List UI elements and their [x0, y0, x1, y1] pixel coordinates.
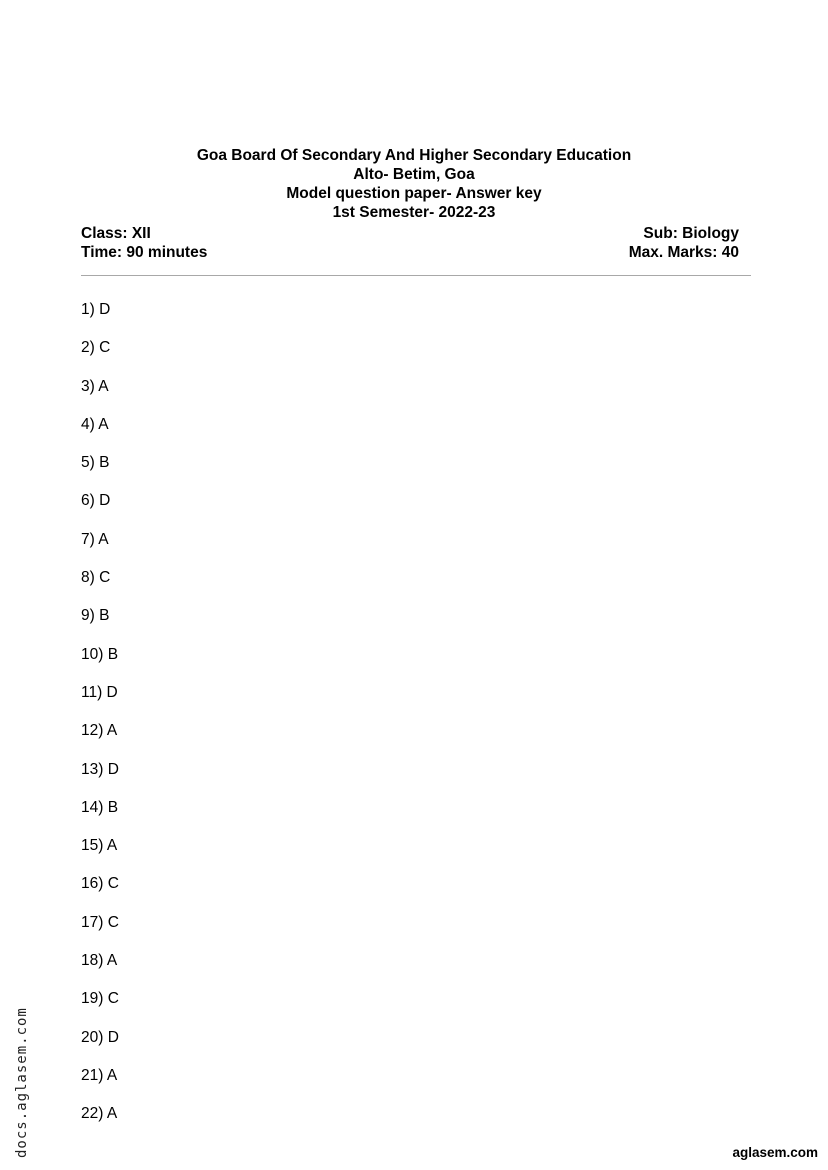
answer-item: 20) D: [81, 1028, 119, 1046]
header-divider: [81, 275, 751, 276]
semester-label: 1st Semester- 2022-23: [332, 204, 496, 221]
answer-item: 12) A: [81, 722, 118, 740]
answer-item: 22) A: [81, 1105, 118, 1123]
side-watermark: docs.aglasem.com: [14, 1007, 30, 1158]
answer-item: 6) D: [81, 492, 111, 510]
answer-item: 21) A: [81, 1066, 118, 1084]
answer-item: 9) B: [81, 607, 110, 625]
answer-item: 1) D: [81, 301, 111, 318]
subject-label: Sub: Biology: [643, 225, 739, 242]
meta-row-class-subject: [81, 224, 739, 243]
answer-item: 4) A: [81, 415, 109, 433]
paper-title: Model question paper- Answer key: [286, 185, 542, 202]
answer-item: 18) A: [81, 952, 118, 970]
board-location: Alto- Betim, Goa: [353, 166, 475, 183]
answer-item: 14) B: [81, 798, 119, 816]
answer-item: 2) C: [81, 339, 111, 357]
document-header: [0, 146, 828, 222]
answer-item: 15) A: [81, 837, 118, 855]
answer-item: 17) C: [81, 913, 119, 931]
meta-row-time-marks: [81, 243, 739, 262]
answer-item: 10) B: [81, 645, 119, 663]
answer-item: 11) D: [81, 683, 118, 701]
answer-item: 3) A: [81, 377, 109, 395]
board-name: Goa Board Of Secondary And Higher Secondary Education: [196, 147, 632, 164]
answer-item: 8) C: [81, 569, 111, 587]
answer-item: 13) D: [81, 760, 119, 778]
answer-item: 5) B: [81, 454, 110, 472]
answer-list: [81, 300, 119, 1143]
class-label: Class: XII: [81, 225, 151, 242]
time-label: Time: 90 minutes: [81, 244, 208, 261]
answer-item: 19) C: [81, 990, 119, 1008]
corner-watermark: aglasem.com: [732, 1145, 818, 1160]
answer-item: 16) C: [81, 875, 119, 893]
answer-item: 7) A: [81, 530, 109, 548]
marks-label: Max. Marks: 40: [628, 244, 739, 261]
